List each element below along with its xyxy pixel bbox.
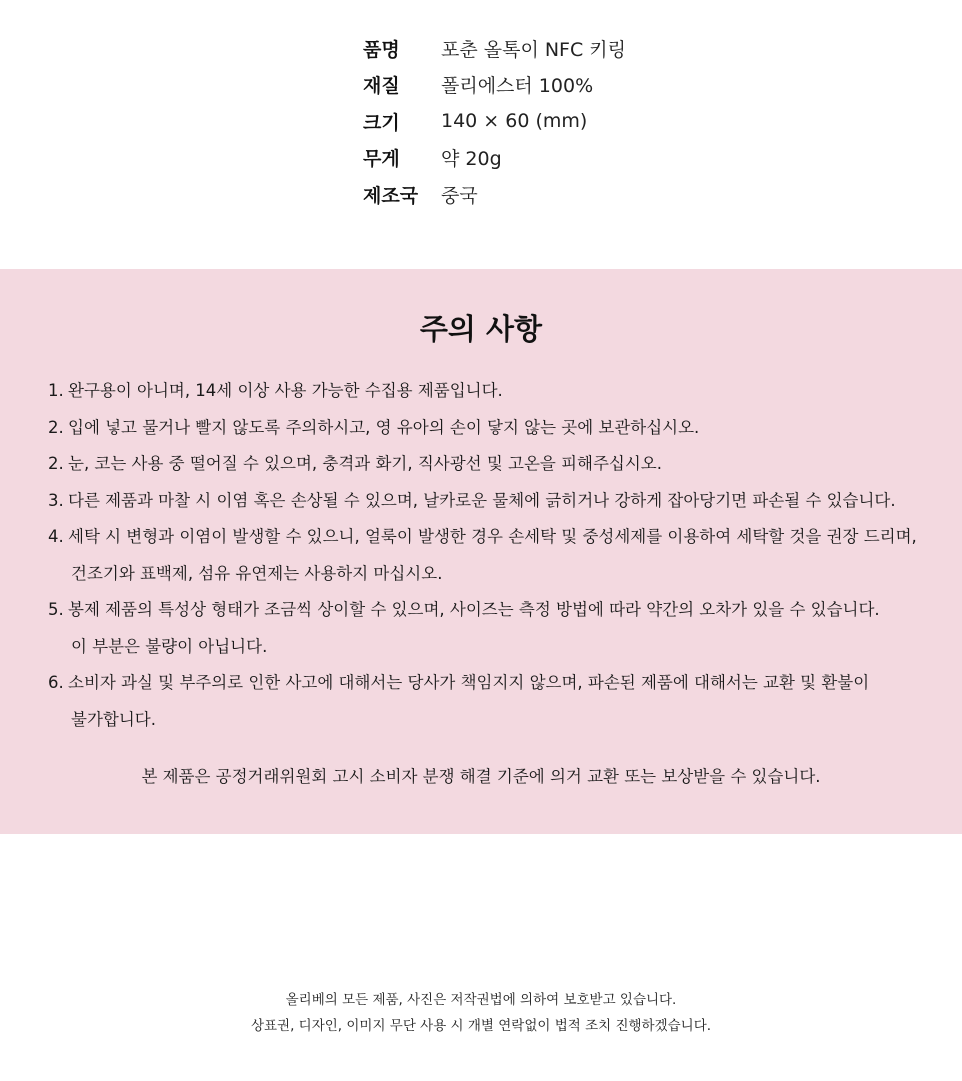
spec-key: 품명 [363,38,400,61]
caution-item-line: 불가합니다. [71,709,156,729]
caution-item-text [68,519,948,592]
caution-item-line: 눈, 코는 사용 중 떨어질 수 있으며, 충격과 화기, 직사광선 및 고온을 피해주십시오. [68,454,662,473]
caution-item-line: 완구용이 아니며, 14세 이상 사용 가능한 수집용 제품입니다. [68,381,503,400]
caution-item-line: 소비자 과실 및 부주의로 인한 사고에 대해서는 당사가 책임지지 않으며, 파손된 제품에 대해서는 교환 및 환불이 [68,673,870,692]
spec-key: 크기 [363,111,400,134]
copyright-line: 올리베의 모든 제품, 사진은 저작권법에 의하여 보호받고 있습니다. [285,992,677,1008]
spec-value: 포춘 올톡이 NFC 키링 [441,38,627,61]
spec-row-size [363,103,626,140]
caution-item-line: 이 부분은 불량이 아닙니다. [71,636,268,656]
caution-footer: 본 제품은 공정거래위원회 고시 소비자 분쟁 해결 기준에 의거 교환 또는 보상받을 수 있습니다. [141,767,821,786]
copyright-notice [0,987,962,1039]
spec-key: 재질 [363,75,400,98]
caution-item [48,373,948,410]
caution-item-text [68,665,948,738]
caution-item-number: 4. [48,527,64,546]
spec-row-material [363,67,626,104]
caution-item-line: 세탁 시 변형과 이염이 발생할 수 있으니, 얼룩이 발생한 경우 손세탁 및 중성세제를 이용하여 세탁할 것을 권장 드리며, [68,527,917,546]
spec-value: 140 × 60 (mm) [441,110,588,133]
caution-item-number: 2. [48,417,64,437]
spec-value: 폴리에스터 100% [441,75,594,98]
caution-section [0,269,962,834]
spec-table [363,30,626,213]
caution-item-line: 입에 넣고 물거나 빨지 않도록 주의하시고, 영 유아의 손이 닿지 않는 곳에 보관하십시오. [68,417,700,437]
spec-key: 제조국 [363,184,419,207]
caution-item-line: 다른 제품과 마찰 시 이염 혹은 손상될 수 있으며, 날카로운 물체에 긁히거나 강하게 잡아당기면 파손될 수 있습니다. [68,490,896,510]
caution-item-number: 3. [48,490,64,510]
caution-item-text [68,592,948,665]
caution-title: 주의 사항 [419,312,543,346]
spec-row-name [363,30,626,67]
caution-item [48,592,948,665]
spec-key: 무게 [363,148,400,171]
caution-item [48,519,948,592]
caution-list [48,373,948,738]
copyright-line: 상표권, 디자인, 이미지 무단 사용 시 개별 연락없이 법적 조치 진행하겠습니다. [250,1018,712,1034]
caution-item-number: 1. [48,381,64,400]
spec-value: 중국 [441,184,478,207]
caution-item [48,665,948,738]
spec-row-origin [363,176,626,213]
spec-value: 약 20g [441,148,502,171]
caution-item-text [68,373,948,410]
caution-item-text [68,483,948,520]
caution-item-number: 2. [48,454,64,473]
caution-item-text [68,410,948,447]
caution-item [48,410,948,447]
caution-item [48,483,948,520]
caution-item-line: 건조기와 표백제, 섬유 유연제는 사용하지 마십시오. [71,563,443,583]
spec-row-weight [363,140,626,177]
caution-item-line: 봉제 제품의 특성상 형태가 조금씩 상이할 수 있으며, 사이즈는 측정 방법에 따라 약간의 오차가 있을 수 있습니다. [68,600,880,619]
caution-item-text [68,446,948,483]
caution-item-number: 6. [48,673,64,692]
caution-item [48,446,948,483]
caution-item-number: 5. [48,600,64,619]
